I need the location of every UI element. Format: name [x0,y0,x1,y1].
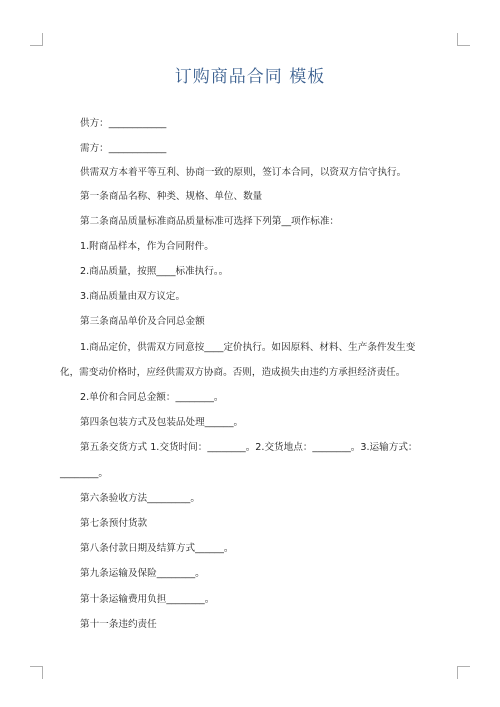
article-6-line: 第六条验收方法_________。 [80,493,200,504]
article-2-item-1: 1.附商品样本，作为合同附件。 [80,241,214,252]
corner-mark-bottom-left [30,666,43,679]
buyer-line: 需方：____________ [80,143,167,154]
article-3-item-1-continued: 化，需变动价格时，应经供需双方协商。否则，造成损失由违约方承担经济责任。 [60,367,406,378]
corner-mark-top-left [30,33,43,46]
article-5-line: 第五条交货方式 1.交货时间：________。2.交货地点：________。3.运输方式： [80,442,418,453]
article-7-line: 第七条预付货款 [80,518,148,529]
article-8-line: 第八条付款日期及结算方式______。 [80,543,234,554]
document-title: 订购商品合同 模板 [174,67,326,87]
supplier-line: 供方：____________ [80,118,167,129]
article-1-heading: 第一条商品名称、种类、规格、单位、数量 [80,191,263,202]
article-3-item-2: 2.单价和合同总金额：________。 [80,392,224,403]
article-10-line: 第十条运输费用负担________。 [80,594,215,605]
article-11-line: 第十一条违约责任 [80,619,157,630]
article-5-line-continued: ________。 [60,468,108,479]
corner-mark-top-right [457,33,470,46]
article-4-line: 第四条包装方式及包装品处理______。 [80,417,244,428]
article-3-item-1: 1.商品定价，供需双方同意按____定价执行。如因原料、材料、生产条件发生变 [80,342,416,353]
article-2-heading: 第二条商品质量标准商品质量标准可选择下列第__项作标准： [80,216,340,227]
article-2-item-2: 2.商品质量，按照____标准执行。。 [80,266,229,277]
corner-mark-bottom-right [457,666,470,679]
article-2-item-3: 3.商品质量由双方议定。 [80,291,186,302]
preamble-line: 供需双方本着平等互利、协商一致的原则，签订本合同，以资双方信守执行。 [80,167,407,178]
article-9-line: 第九条运输及保险________。 [80,568,205,579]
article-3-heading: 第三条商品单价及合同总金额 [80,316,205,327]
